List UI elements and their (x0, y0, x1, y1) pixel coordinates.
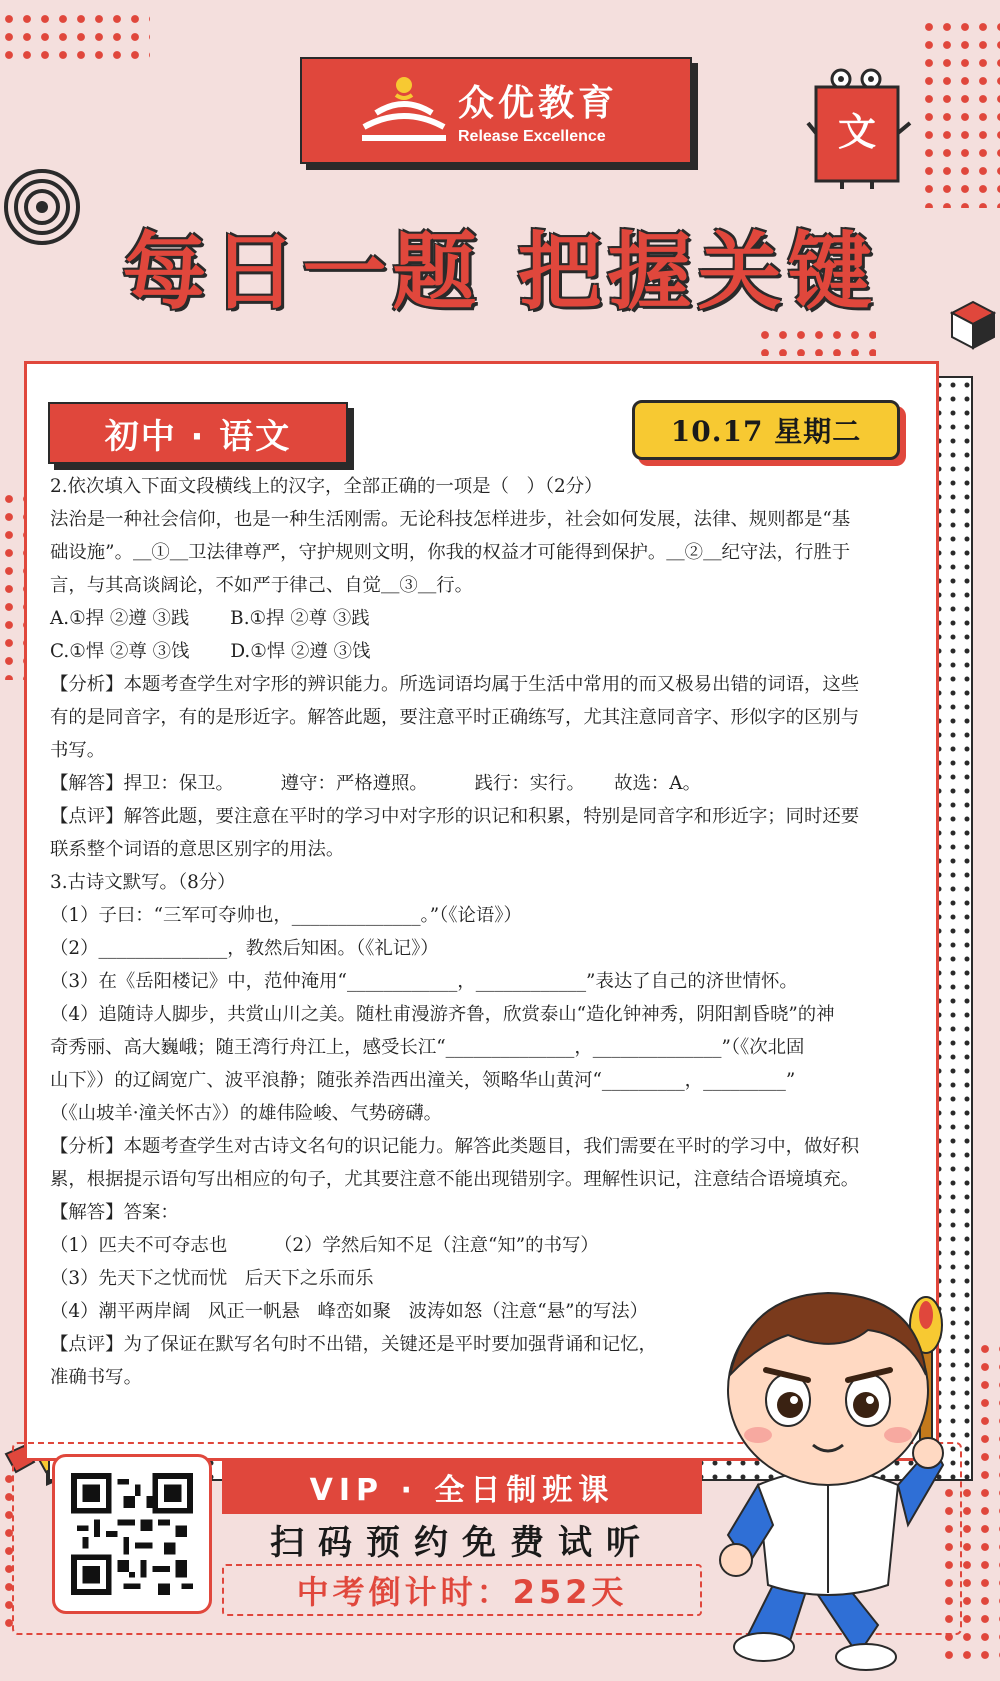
question-line: 准确书写。 (50, 1367, 142, 1388)
exam-countdown: 中考倒计时：252天 (222, 1564, 702, 1616)
question-line: （1）匹夫不可夺志也 （2）学然后知不足（注意“知”的书写） (50, 1235, 599, 1256)
page-slogan: 每日一题 把握关键 (122, 223, 878, 321)
question-line: 法治是一种社会信仰，也是一种生活刚需。无论科技怎样进步，社会如何发展，法律、规则都是“基 (50, 509, 851, 530)
question-line: （1）子曰：“三军可夺帅也，______________。”（《论语》） (50, 905, 522, 926)
date-tag: 10.17 星期二 (632, 400, 900, 460)
question-line: A.①捍 ②遵 ③践 B.①捍 ②尊 ③践 (50, 608, 370, 629)
question-line: 联系整个词语的意思区别字的用法。 (50, 839, 345, 860)
brand-name-cn: 众优教育 (458, 83, 619, 124)
qr-code-icon[interactable] (71, 1473, 193, 1595)
question-line: 【解答】捍卫：保卫。 遵守：严格遵照。 践行：实行。 故选：A。 (50, 773, 701, 794)
brand-name-en: Release Excellence (458, 128, 606, 145)
question-line: 累，根据提示语句写出相应的句子，尤其要注意不能出现错别字。理解性识记，注意结合语境填充。 (50, 1169, 860, 1190)
question-line: 【分析】本题考查学生对古诗文名句的识记能力。解答此类题目，我们需要在平时的学习中，做好积 (50, 1136, 860, 1157)
question-line: 【解答】答案： (50, 1202, 179, 1223)
brand-logo-icon (354, 71, 454, 151)
dot-pattern-top-right (920, 18, 1000, 208)
book-trial-text: 扫码预约免费试听 (270, 1522, 654, 1563)
book-icon-char: 文 (837, 110, 877, 154)
question-line: 【点评】解答此题，要注意在平时的学习中对字形的识记和积累，特别是同音字和形近字；同时还要 (50, 806, 860, 827)
question-line: 山下》）的辽阔宽广、波平浪静；随张养浩西出潼关，领略华山黄河“_________，_________” (50, 1070, 796, 1091)
brand-logo-banner (300, 57, 692, 164)
question-line: （4）潮平两岸阔 风正一帆悬 峰峦如聚 波涛如怒（注意“悬”的写法） (50, 1301, 649, 1322)
dot-pattern-mid-right (756, 326, 876, 356)
question-line: 言，与其高谈阔论，不如严于律己、自觉＿③＿行。 (50, 575, 473, 596)
qr-code-frame[interactable] (52, 1454, 212, 1614)
question-line: 础设施”。＿①＿卫法律尊严，守护规则文明，你我的权益才可能得到保护。＿②＿纪守法，行胜于 (50, 542, 851, 563)
question-line: C.①悍 ②尊 ③饯 D.①悍 ②遵 ③饯 (50, 641, 371, 662)
question-line: （《山坡羊·潼关怀古》）的雄伟险峻、气势磅礴。 (50, 1103, 443, 1124)
question-line: （4）追随诗人脚步，共赏山川之美。随杜甫漫游齐鲁，欣赏泰山“造化钟神秀，阴阳割昏晓”的神 (50, 1004, 835, 1025)
question-line: 【分析】本题考查学生对字形的辨识能力。所选词语均属于生活中常用的而又极易出错的词语，这些 (50, 674, 860, 695)
question-line: 2.依次填入下面文段横线上的汉字，全部正确的一项是（ ）（2分） (50, 476, 603, 497)
dot-pattern-top-left (0, 10, 150, 64)
student-mascot-illustration (688, 1275, 978, 1675)
vip-class-banner: VIP · 全日制班课 (222, 1460, 702, 1514)
subject-tag: 初中 · 语文 (48, 402, 348, 464)
question-line: 有的是同音字，有的是形近字。解答此题，要注意平时正确练写，尤其注意同音字、形似字的区别与 (50, 707, 860, 728)
question-line: （2）______________，教然后知困。（《礼记》） (50, 938, 439, 959)
question-content (50, 470, 910, 1394)
question-line: 【点评】为了保证在默写名句时不出错，关键还是平时要加强背诵和记忆， (50, 1334, 657, 1355)
question-line: 书写。 (50, 740, 106, 761)
question-line: （3）在《岳阳楼记》中，范仲淹用“____________，____________”表达了自己的济世情怀。 (50, 971, 798, 992)
question-line: 3.古诗文默写。（8分） (50, 872, 236, 893)
cube-decoration-right (950, 300, 996, 350)
book-mascot-icon (806, 67, 916, 189)
question-line: （3）先天下之忧而忧 后天下之乐而乐 (50, 1268, 374, 1289)
question-line: 奇秀丽、高大巍峨；随王湾行舟江上，感受长江“______________，______________”（《次北固 (50, 1037, 805, 1058)
